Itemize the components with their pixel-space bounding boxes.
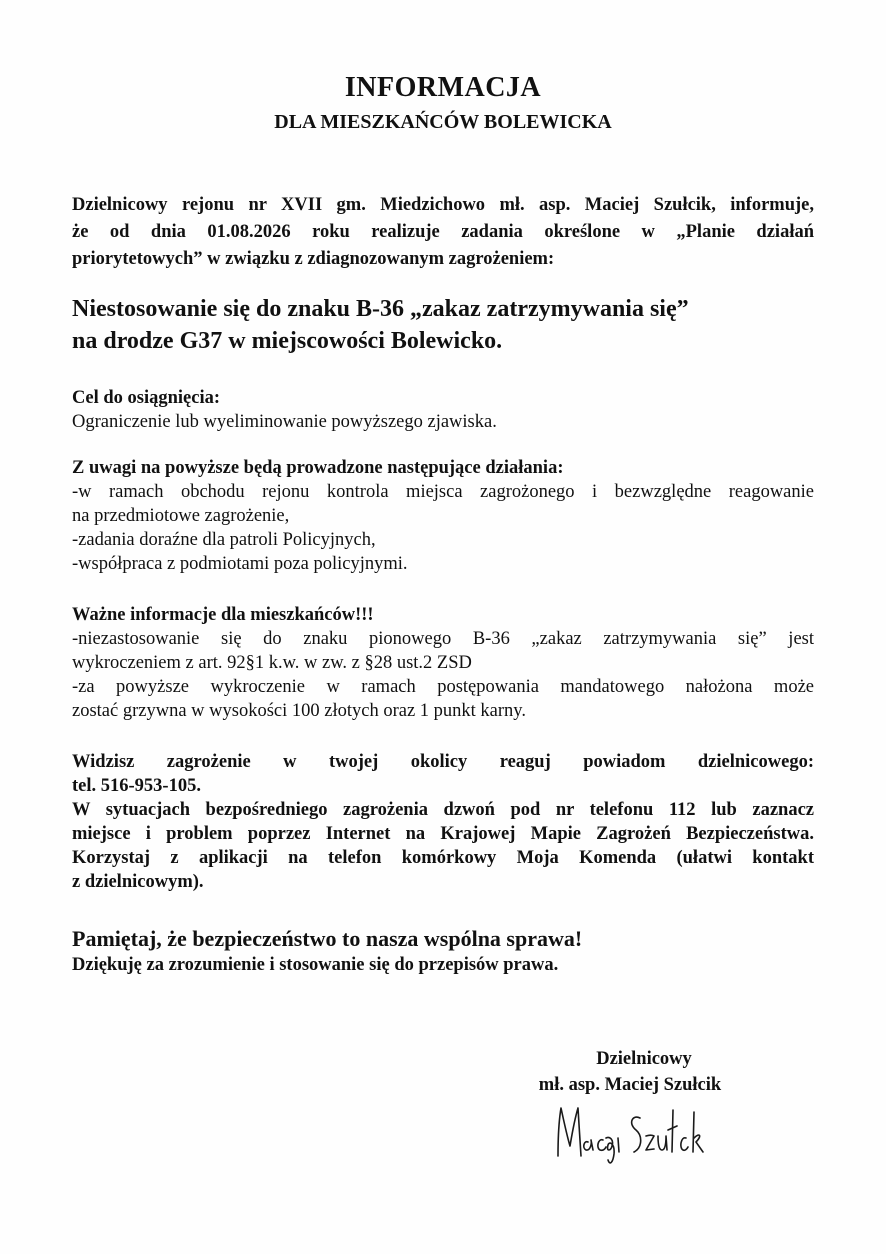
contact-line: z dzielnicowym). <box>72 872 204 892</box>
action-item: na przedmiotowe zagrożenie, <box>72 506 290 526</box>
action-item: -zadania doraźne dla patroli Policyjnych, <box>72 530 376 550</box>
important-heading: Ważne informacje dla mieszkańców!!! <box>72 605 374 625</box>
action-item: -w ramach obchodu rejonu kontrola miejsca zagrożonego i bezwzględne reagowanie <box>72 482 814 502</box>
hazard-statement <box>72 293 814 357</box>
goal-heading: Cel do osiągnięcia: <box>72 388 220 408</box>
action-item: -współpraca z podmiotami poza policyjnymi. <box>72 554 408 574</box>
goal-section <box>72 386 814 434</box>
contact-line: miejsce i problem poprzez Internet na Krajowej Mapie Zagrożeń Bezpieczeństwa. <box>72 824 814 844</box>
important-section <box>72 603 814 723</box>
actions-list <box>72 480 814 576</box>
important-item: -niezastosowanie się do znaku pionowego B-36 „zakaz zatrzymywania się” jest <box>72 629 814 649</box>
actions-heading: Z uwagi na powyższe będą prowadzone następujące działania: <box>72 458 564 478</box>
contact-line: W sytuacjach bezpośredniego zagrożenia dzwoń pod nr telefonu 112 lub zaznacz <box>72 800 814 820</box>
handwritten-signature <box>548 1098 708 1173</box>
document-title: INFORMACJA <box>344 72 542 103</box>
closing-motto: Pamiętaj, że bezpieczeństwo to nasza wspólna sprawa! <box>72 926 583 951</box>
document-subtitle: DLA MIESZKAŃCÓW BOLEWICKA <box>274 111 612 133</box>
hazard-line: Niestosowanie się do znaku B-36 „zakaz zatrzymywania się” <box>72 296 689 322</box>
signature-role: Dzielnicowy <box>596 1049 692 1069</box>
signature-name: mł. asp. Maciej Szułcik <box>538 1075 722 1095</box>
signature-block <box>480 1046 780 1098</box>
intro-line: że od dnia 01.08.2026 roku realizuje zadania określone w „Planie działań <box>72 222 814 242</box>
hazard-line: na drodze G37 w miejscowości Bolewicko. <box>72 328 503 354</box>
important-item: zostać grzywna w wysokości 100 złotych oraz 1 punkt karny. <box>72 701 526 721</box>
intro-paragraph <box>72 192 814 273</box>
actions-section <box>72 456 814 576</box>
intro-line: priorytetowych” w związku z zdiagnozowanym zagrożeniem: <box>72 249 555 269</box>
important-item: -za powyższe wykroczenie w ramach postępowania mandatowego nałożona może <box>72 677 814 697</box>
contact-line: Korzystaj z aplikacji na telefon komórkowy Moja Komenda (ułatwi kontakt <box>72 848 814 868</box>
intro-line: Dzielnicowy rejonu nr XVII gm. Miedzichowo mł. asp. Maciej Szułcik, informuje, <box>72 195 814 215</box>
contact-phone: tel. 516-953-105. <box>72 776 201 796</box>
contact-line: Widzisz zagrożenie w twojej okolicy reaguj powiadom dzielnicowego: <box>72 752 814 772</box>
contact-section <box>72 750 814 894</box>
important-item: wykroczeniem z art. 92§1 k.w. w zw. z §28 ust.2 ZSD <box>72 653 472 673</box>
important-list <box>72 627 814 723</box>
closing-thanks: Dziękuję za zrozumienie i stosowanie się do przepisów prawa. <box>72 955 559 975</box>
goal-text: Ograniczenie lub wyeliminowanie powyższego zjawiska. <box>72 412 497 432</box>
